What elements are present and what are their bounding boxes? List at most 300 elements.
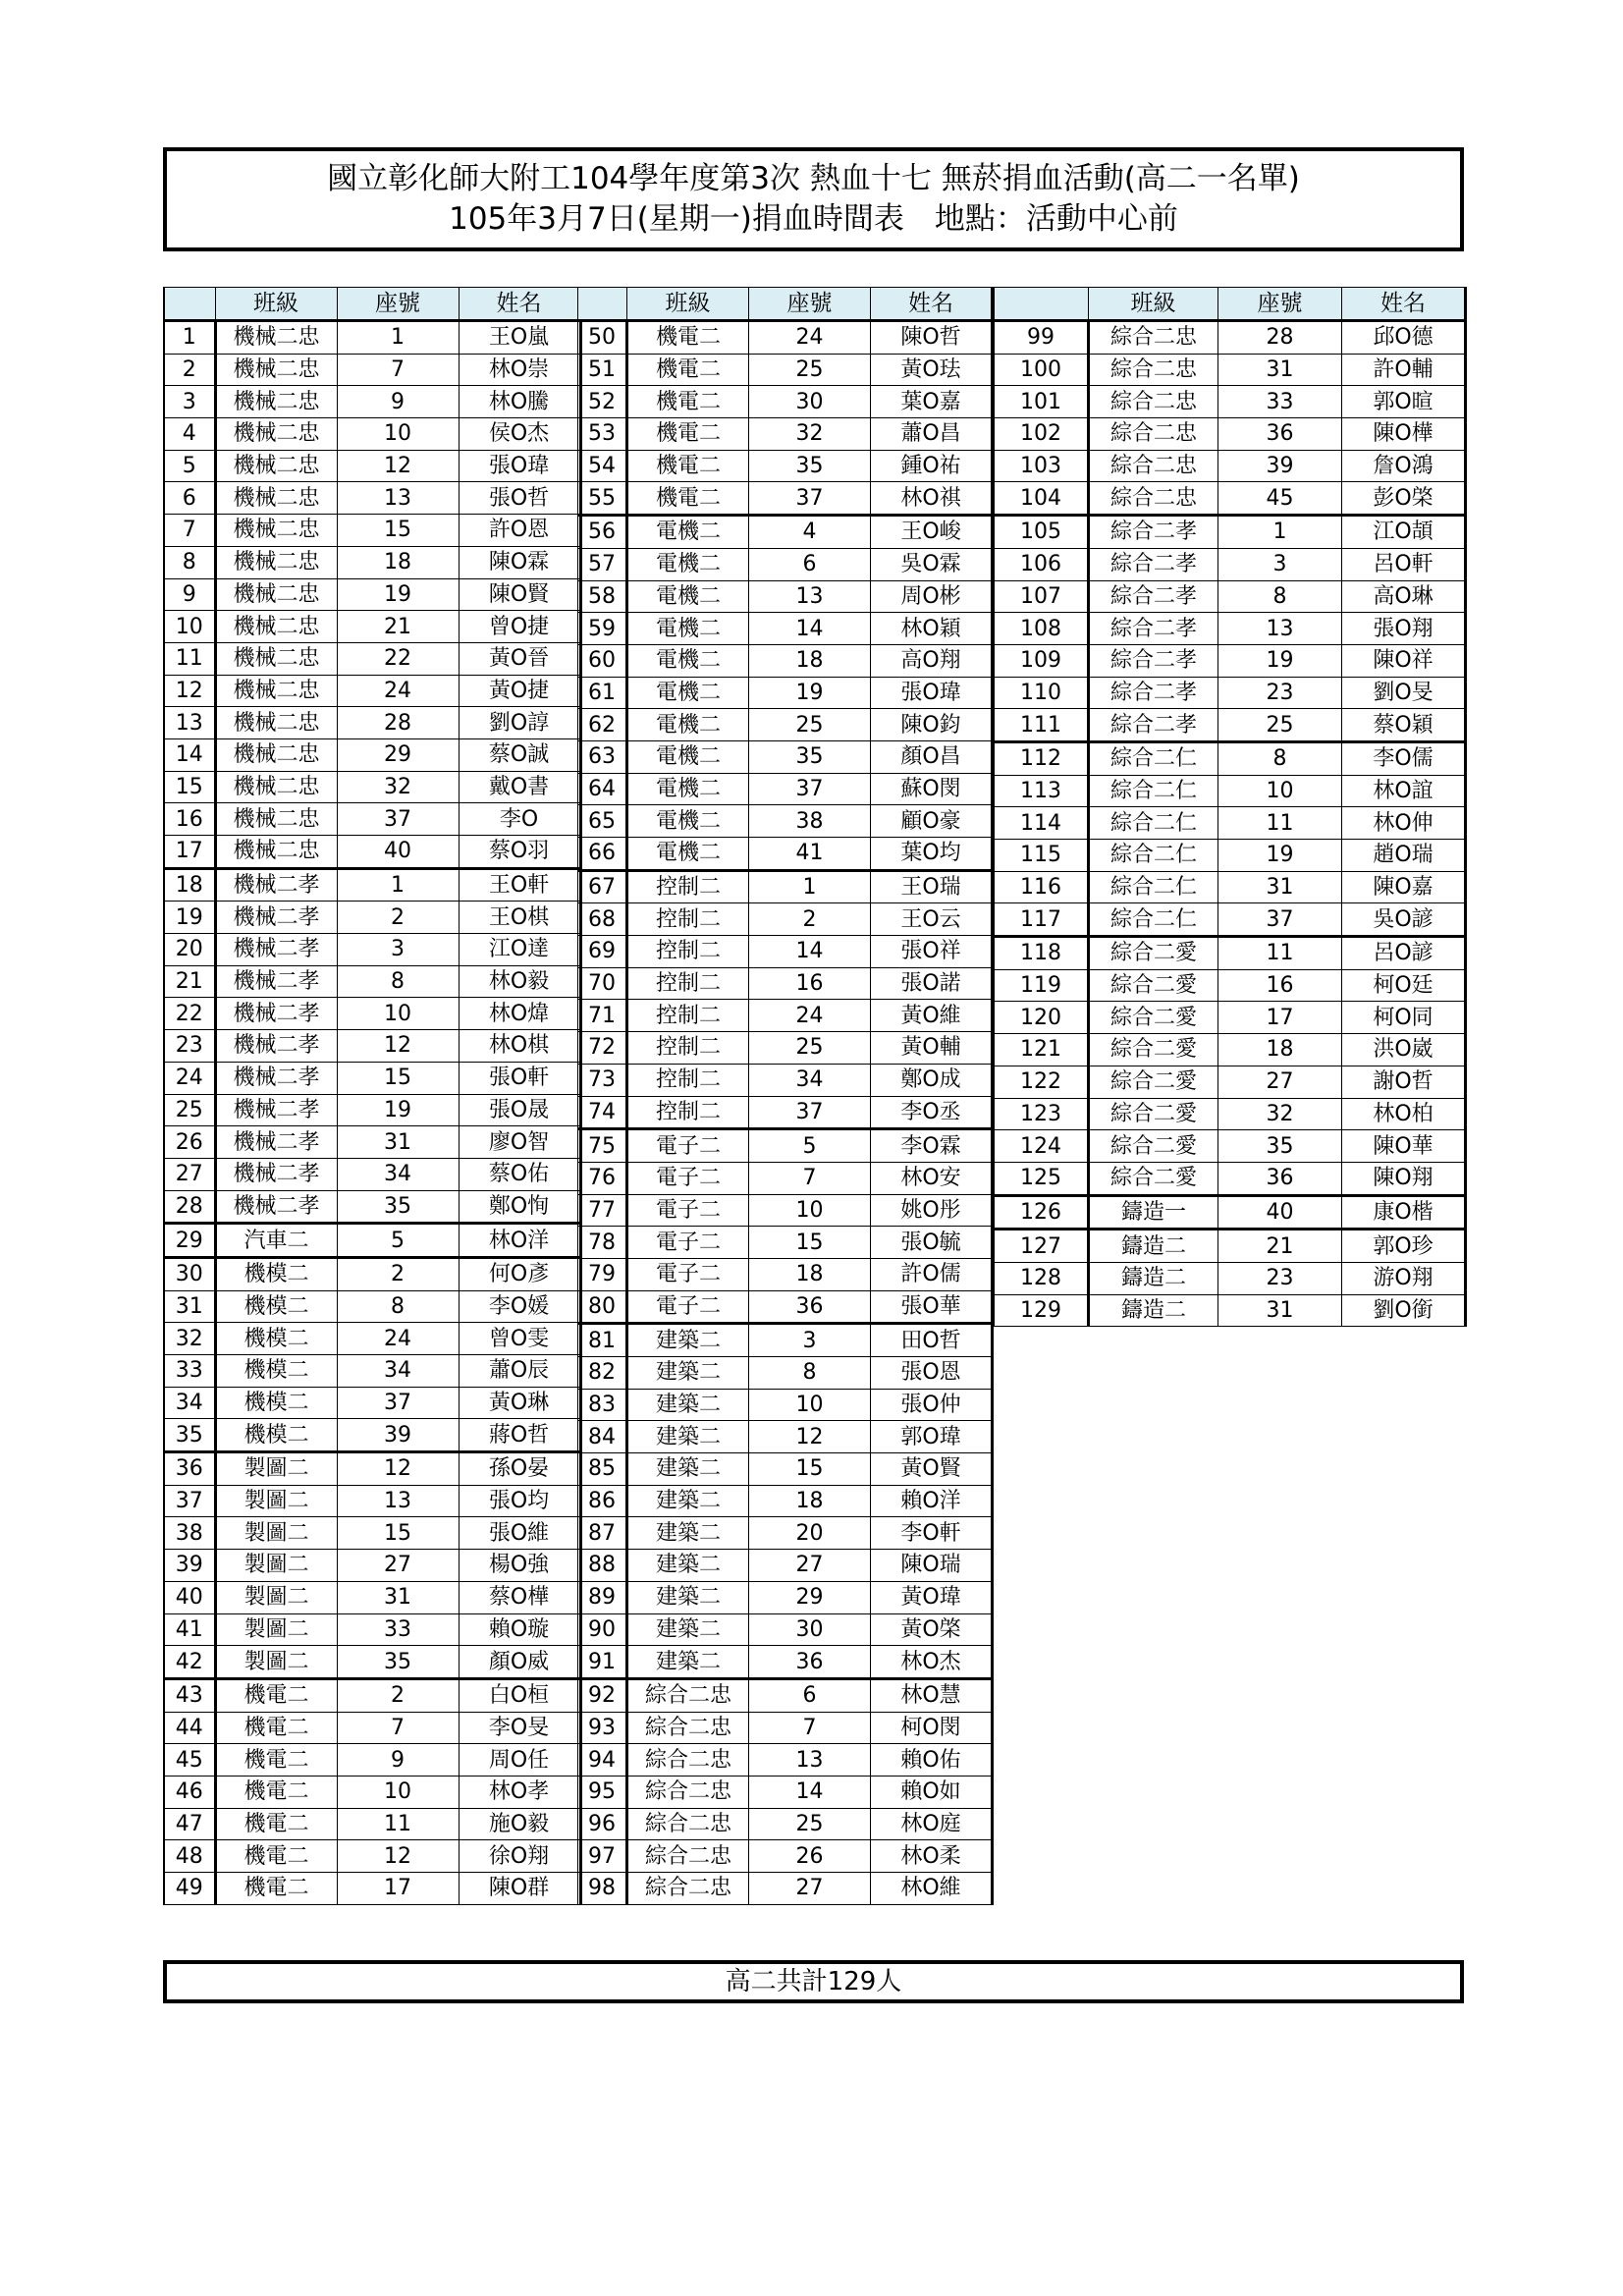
row-number: 113	[995, 775, 1089, 807]
row-number: 30	[164, 1257, 215, 1290]
class-cell: 綜合二孝	[1089, 709, 1218, 742]
seat-cell: 6	[749, 1678, 871, 1712]
table-row	[995, 613, 1466, 645]
table-row	[164, 771, 580, 803]
class-cell: 機械二忠	[215, 482, 337, 515]
table-row	[578, 677, 993, 709]
page-subtitle: 105年3月7日(星期一)捐血時間表 地點：活動中心前	[449, 201, 1178, 237]
name-cell: 黃O晉	[459, 642, 580, 675]
seat-cell: 12	[337, 450, 459, 482]
table-row	[164, 450, 580, 482]
seat-cell: 17	[1218, 1002, 1342, 1034]
class-cell: 製圖二	[215, 1550, 337, 1582]
seat-cell: 20	[749, 1517, 871, 1550]
name-cell: 孫O晏	[459, 1452, 580, 1486]
table-row	[164, 675, 580, 707]
seat-cell: 36	[749, 1646, 871, 1679]
seat-cell: 28	[337, 707, 459, 739]
table-row	[164, 1419, 580, 1452]
table-row	[995, 1230, 1466, 1263]
seat-cell: 1	[749, 870, 871, 903]
class-cell: 機械二忠	[215, 707, 337, 739]
name-cell: 廖O智	[459, 1126, 580, 1159]
class-cell: 綜合二忠	[1089, 450, 1218, 482]
row-number: 105	[995, 516, 1089, 549]
table-row	[995, 1130, 1466, 1163]
seat-cell: 21	[1218, 1230, 1342, 1263]
class-cell: 機械二孝	[215, 1126, 337, 1159]
roster-table-2	[577, 287, 994, 1905]
seat-cell: 26	[749, 1840, 871, 1873]
table-row	[164, 1808, 580, 1840]
seat-cell: 32	[337, 771, 459, 803]
row-number: 102	[995, 418, 1089, 451]
table-row	[164, 1323, 580, 1355]
row-number: 66	[578, 838, 627, 871]
name-cell: 陳O賢	[459, 578, 580, 611]
seat-cell: 10	[749, 1194, 871, 1227]
seat-cell: 19	[749, 677, 871, 709]
table-row	[578, 482, 993, 516]
class-cell: 機械二忠	[215, 546, 337, 578]
table-row	[164, 1190, 580, 1224]
name-cell: 王O嵐	[459, 321, 580, 355]
name-cell: 張O瑋	[871, 677, 993, 709]
row-number: 32	[164, 1323, 215, 1355]
table-row	[578, 1290, 993, 1324]
class-cell: 綜合二忠	[627, 1744, 749, 1777]
row-number: 9	[164, 578, 215, 611]
table-row	[164, 1581, 580, 1613]
name-cell: 蘇O閔	[871, 773, 993, 805]
row-number: 120	[995, 1002, 1089, 1034]
table-row	[164, 868, 580, 902]
table-row	[164, 642, 580, 675]
class-cell: 機械二孝	[215, 1030, 337, 1063]
class-cell: 電機二	[627, 613, 749, 645]
table-row	[578, 1517, 993, 1550]
seat-cell: 36	[1218, 418, 1342, 451]
class-cell: 電子二	[627, 1129, 749, 1163]
seat-cell: 1	[1218, 516, 1342, 549]
name-cell: 林O穎	[871, 613, 993, 645]
class-cell: 綜合二忠	[627, 1776, 749, 1808]
row-number: 38	[164, 1517, 215, 1550]
table-row	[164, 1550, 580, 1582]
name-cell: 張O仲	[871, 1389, 993, 1421]
name-cell: 郭O暄	[1342, 386, 1466, 418]
table-row	[578, 1581, 993, 1613]
row-number: 64	[578, 773, 627, 805]
table-row	[164, 1094, 580, 1126]
row-number: 51	[578, 354, 627, 386]
header-name: 姓名	[1342, 288, 1466, 321]
name-cell: 李O丞	[871, 1096, 993, 1129]
class-cell: 機電二	[627, 418, 749, 451]
row-number: 22	[164, 998, 215, 1030]
row-number: 79	[578, 1258, 627, 1290]
row-number: 112	[995, 741, 1089, 775]
name-cell: 徐O翔	[459, 1840, 580, 1873]
row-number: 16	[164, 803, 215, 836]
seat-cell: 39	[337, 1419, 459, 1452]
row-number: 67	[578, 870, 627, 903]
row-number: 117	[995, 903, 1089, 937]
class-cell: 綜合二愛	[1089, 937, 1218, 970]
class-cell: 汽車二	[215, 1224, 337, 1258]
seat-cell: 2	[749, 903, 871, 936]
row-number: 3	[164, 386, 215, 418]
header-class: 班級	[215, 288, 337, 321]
class-cell: 控制二	[627, 903, 749, 936]
class-cell: 綜合二愛	[1089, 1098, 1218, 1130]
seat-cell: 37	[1218, 903, 1342, 937]
row-number: 42	[164, 1646, 215, 1679]
row-number: 6	[164, 482, 215, 515]
table-row	[164, 1224, 580, 1258]
seat-cell: 11	[337, 1808, 459, 1840]
row-number: 103	[995, 450, 1089, 482]
row-number: 26	[164, 1126, 215, 1159]
seat-cell: 16	[1218, 969, 1342, 1002]
seat-cell: 5	[337, 1224, 459, 1258]
row-number: 39	[164, 1550, 215, 1582]
class-cell: 控制二	[627, 1064, 749, 1096]
seat-cell: 29	[749, 1581, 871, 1613]
row-number: 10	[164, 611, 215, 643]
row-number: 124	[995, 1130, 1089, 1163]
name-cell: 顏O昌	[871, 740, 993, 773]
seat-cell: 41	[749, 838, 871, 871]
row-number: 92	[578, 1678, 627, 1712]
row-number: 97	[578, 1840, 627, 1873]
table-row	[164, 965, 580, 998]
name-cell: 張O祥	[871, 936, 993, 968]
table-row	[578, 1744, 993, 1777]
row-number: 18	[164, 868, 215, 902]
name-cell: 陳O嘉	[1342, 871, 1466, 903]
row-number: 45	[164, 1744, 215, 1777]
class-cell: 機械二忠	[215, 836, 337, 869]
seat-cell: 19	[337, 1094, 459, 1126]
name-cell: 林O柔	[871, 1840, 993, 1873]
name-cell: 蕭O辰	[459, 1355, 580, 1388]
seat-cell: 13	[337, 482, 459, 515]
table-row	[164, 1158, 580, 1190]
table-row	[578, 903, 993, 936]
table-row	[164, 1126, 580, 1159]
name-cell: 柯O同	[1342, 1002, 1466, 1034]
seat-cell: 18	[749, 1258, 871, 1290]
header-seat: 座號	[1218, 288, 1342, 321]
name-cell: 許O輔	[1342, 354, 1466, 386]
row-number: 61	[578, 677, 627, 709]
seat-cell: 2	[337, 902, 459, 934]
seat-cell: 17	[337, 1873, 459, 1905]
seat-cell: 2	[337, 1257, 459, 1290]
class-cell: 控制二	[627, 1096, 749, 1129]
seat-cell: 29	[337, 738, 459, 771]
table-row	[578, 1096, 993, 1129]
seat-cell: 40	[337, 836, 459, 869]
table-row	[995, 386, 1466, 418]
seat-cell: 22	[337, 642, 459, 675]
table-row	[578, 1129, 993, 1163]
name-cell: 邱O德	[1342, 321, 1466, 355]
row-number: 81	[578, 1324, 627, 1357]
table-row	[578, 709, 993, 741]
name-cell: 蔡O佑	[459, 1158, 580, 1190]
title-box	[163, 147, 1464, 251]
seat-cell: 10	[337, 1776, 459, 1808]
name-cell: 陳O瑞	[871, 1550, 993, 1582]
name-cell: 林O毅	[459, 965, 580, 998]
header-no	[995, 288, 1089, 321]
row-number: 110	[995, 677, 1089, 709]
name-cell: 李O軒	[871, 1517, 993, 1550]
seat-cell: 25	[1218, 709, 1342, 742]
header-class: 班級	[1089, 288, 1218, 321]
seat-cell: 35	[337, 1646, 459, 1679]
table-row	[578, 936, 993, 968]
class-cell: 機模二	[215, 1257, 337, 1290]
name-cell: 陳O華	[1342, 1130, 1466, 1163]
name-cell: 黃O瑋	[871, 1581, 993, 1613]
name-cell: 林O崇	[459, 354, 580, 386]
row-number: 115	[995, 840, 1089, 872]
class-cell: 機械二孝	[215, 965, 337, 998]
class-cell: 機械二忠	[215, 418, 337, 451]
row-number: 82	[578, 1357, 627, 1390]
class-cell: 機電二	[215, 1678, 337, 1712]
seat-cell: 31	[1218, 871, 1342, 903]
class-cell: 機械二孝	[215, 1094, 337, 1126]
row-number: 91	[578, 1646, 627, 1679]
table-row	[995, 580, 1466, 613]
class-cell: 綜合二忠	[1089, 354, 1218, 386]
seat-cell: 3	[337, 934, 459, 966]
name-cell: 蔡O樺	[459, 1581, 580, 1613]
table-row	[578, 1421, 993, 1453]
table-row	[995, 516, 1466, 549]
row-number: 122	[995, 1066, 1089, 1098]
seat-cell: 10	[337, 998, 459, 1030]
table-row	[578, 805, 993, 838]
row-number: 8	[164, 546, 215, 578]
seat-cell: 10	[337, 418, 459, 451]
class-cell: 綜合二孝	[1089, 644, 1218, 677]
class-cell: 綜合二仁	[1089, 807, 1218, 840]
name-cell: 鄭O成	[871, 1064, 993, 1096]
row-number: 101	[995, 386, 1089, 418]
class-cell: 電機二	[627, 805, 749, 838]
row-number: 118	[995, 937, 1089, 970]
table-row	[578, 1550, 993, 1582]
table-row	[995, 1066, 1466, 1098]
name-cell: 蔡O穎	[1342, 709, 1466, 742]
seat-cell: 35	[749, 740, 871, 773]
row-number: 43	[164, 1678, 215, 1712]
seat-cell: 36	[749, 1290, 871, 1324]
class-cell: 綜合二忠	[627, 1712, 749, 1744]
table-row	[164, 482, 580, 515]
seat-cell: 25	[749, 1808, 871, 1840]
class-cell: 綜合二愛	[1089, 1066, 1218, 1098]
table-row	[995, 450, 1466, 482]
name-cell: 林O煒	[459, 998, 580, 1030]
table-row	[164, 578, 580, 611]
row-number: 20	[164, 934, 215, 966]
class-cell: 建築二	[627, 1421, 749, 1453]
row-number: 76	[578, 1162, 627, 1194]
seat-cell: 27	[1218, 1066, 1342, 1098]
class-cell: 電機二	[627, 773, 749, 805]
row-number: 86	[578, 1485, 627, 1517]
row-number: 94	[578, 1744, 627, 1777]
row-number: 44	[164, 1712, 215, 1744]
seat-cell: 5	[749, 1129, 871, 1163]
class-cell: 鑄造一	[1089, 1195, 1218, 1230]
table-row	[995, 482, 1466, 516]
class-cell: 綜合二孝	[1089, 548, 1218, 580]
row-number: 63	[578, 740, 627, 773]
class-cell: 綜合二愛	[1089, 1034, 1218, 1066]
class-cell: 機械二忠	[215, 642, 337, 675]
table-row	[164, 1517, 580, 1550]
class-cell: 機模二	[215, 1419, 337, 1452]
row-number: 88	[578, 1550, 627, 1582]
name-cell: 王O峻	[871, 516, 993, 549]
row-number: 47	[164, 1808, 215, 1840]
name-cell: 謝O哲	[1342, 1066, 1466, 1098]
seat-cell: 14	[749, 936, 871, 968]
row-number: 72	[578, 1032, 627, 1065]
table-row	[578, 1873, 993, 1905]
class-cell: 機模二	[215, 1323, 337, 1355]
name-cell: 白O桓	[459, 1678, 580, 1712]
class-cell: 機電二	[215, 1873, 337, 1905]
name-cell: 林O慧	[871, 1678, 993, 1712]
class-cell: 建築二	[627, 1550, 749, 1582]
seat-cell: 21	[337, 611, 459, 643]
table-row	[578, 1032, 993, 1065]
name-cell: 蔡O羽	[459, 836, 580, 869]
class-cell: 機械二忠	[215, 450, 337, 482]
row-number: 17	[164, 836, 215, 869]
seat-cell: 39	[1218, 450, 1342, 482]
table-row	[578, 1678, 993, 1712]
row-number: 129	[995, 1294, 1089, 1327]
row-number: 14	[164, 738, 215, 771]
class-cell: 電機二	[627, 838, 749, 871]
seat-cell: 18	[337, 546, 459, 578]
row-number: 109	[995, 644, 1089, 677]
table-row	[164, 738, 580, 771]
total-count: 高二共計129人	[163, 1960, 1464, 2003]
seat-cell: 12	[749, 1421, 871, 1453]
seat-cell: 10	[1218, 775, 1342, 807]
row-number: 54	[578, 450, 627, 482]
table-row	[995, 709, 1466, 742]
name-cell: 張O華	[871, 1290, 993, 1324]
row-number: 68	[578, 903, 627, 936]
name-cell: 林O洋	[459, 1224, 580, 1258]
seat-cell: 8	[749, 1357, 871, 1390]
class-cell: 建築二	[627, 1453, 749, 1486]
seat-cell: 3	[749, 1324, 871, 1357]
name-cell: 陳O樺	[1342, 418, 1466, 451]
name-cell: 李O媛	[459, 1290, 580, 1323]
name-cell: 呂O軒	[1342, 548, 1466, 580]
row-number: 27	[164, 1158, 215, 1190]
table-row	[578, 1357, 993, 1390]
name-cell: 王O軒	[459, 868, 580, 902]
row-number: 23	[164, 1030, 215, 1063]
name-cell: 賴O佑	[871, 1744, 993, 1777]
name-cell: 江O達	[459, 934, 580, 966]
class-cell: 電機二	[627, 516, 749, 549]
seat-cell: 31	[337, 1126, 459, 1159]
table-row	[164, 1062, 580, 1094]
name-cell: 吳O諺	[1342, 903, 1466, 937]
class-cell: 電子二	[627, 1258, 749, 1290]
class-cell: 綜合二忠	[627, 1678, 749, 1712]
table-row	[578, 1840, 993, 1873]
name-cell: 張O翔	[1342, 613, 1466, 645]
name-cell: 林O棋	[459, 1030, 580, 1063]
name-cell: 吳O霖	[871, 548, 993, 580]
row-number: 74	[578, 1096, 627, 1129]
row-number: 4	[164, 418, 215, 451]
name-cell: 呂O諺	[1342, 937, 1466, 970]
name-cell: 康O楷	[1342, 1195, 1466, 1230]
seat-cell: 31	[1218, 1294, 1342, 1327]
row-number: 40	[164, 1581, 215, 1613]
seat-cell: 36	[1218, 1162, 1342, 1195]
seat-cell: 34	[337, 1158, 459, 1190]
seat-cell: 6	[749, 548, 871, 580]
name-cell: 王O云	[871, 903, 993, 936]
class-cell: 綜合二忠	[627, 1840, 749, 1873]
class-cell: 綜合二仁	[1089, 840, 1218, 872]
table-row	[164, 998, 580, 1030]
name-cell: 林O孝	[459, 1776, 580, 1808]
name-cell: 江O頡	[1342, 516, 1466, 549]
name-cell: 李O旻	[459, 1712, 580, 1744]
class-cell: 鑄造二	[1089, 1294, 1218, 1327]
seat-cell: 1	[337, 868, 459, 902]
class-cell: 綜合二愛	[1089, 1162, 1218, 1195]
row-number: 96	[578, 1808, 627, 1840]
seat-cell: 7	[749, 1162, 871, 1194]
table-row	[995, 871, 1466, 903]
name-cell: 賴O洋	[871, 1485, 993, 1517]
row-number: 1	[164, 321, 215, 355]
seat-cell: 11	[1218, 937, 1342, 970]
row-number: 62	[578, 709, 627, 741]
row-number: 7	[164, 515, 215, 547]
table-row	[995, 548, 1466, 580]
table-row	[995, 321, 1466, 355]
table-row	[995, 1195, 1466, 1230]
class-cell: 電機二	[627, 677, 749, 709]
table-row	[995, 677, 1466, 709]
class-cell: 綜合二仁	[1089, 775, 1218, 807]
class-cell: 機械二忠	[215, 738, 337, 771]
name-cell: 趙O瑞	[1342, 840, 1466, 872]
name-cell: 林O祺	[871, 482, 993, 516]
class-cell: 綜合二忠	[1089, 482, 1218, 516]
